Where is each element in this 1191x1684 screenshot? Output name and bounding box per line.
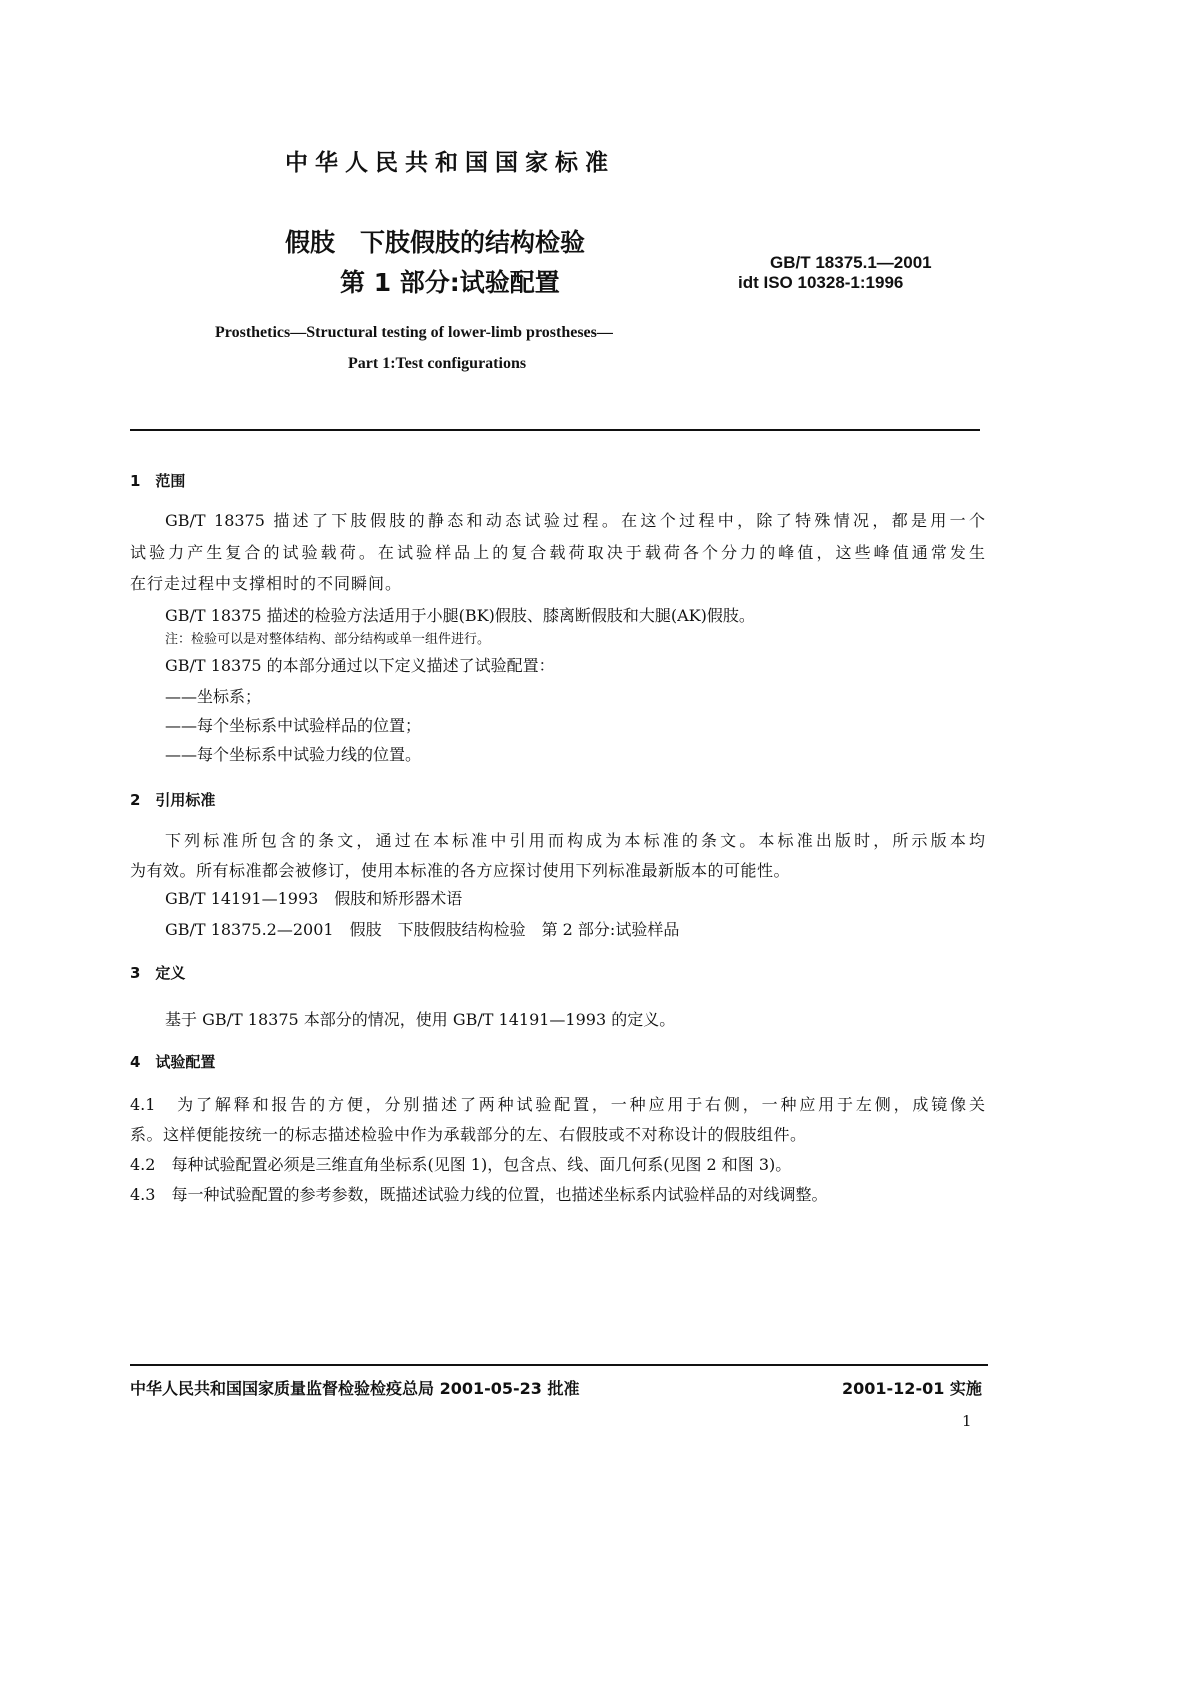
section-1-line: GB/T 18375 描述了下肢假肢的静态和动态试验过程。在这个过程中，除了特殊情况，都是用一个 [165, 511, 985, 530]
section-2-line: 下列标准所包含的条文，通过在本标准中引用而构成为本标准的条文。本标准出版时，所示版本均 [165, 831, 985, 850]
section-4-line: 系。这样便能按统一的标志描述检验中作为承载部分的左、右假肢或不对称设计的假肢组件。 [130, 1125, 807, 1144]
section-2-heading: 2 引用标准 [130, 791, 216, 809]
section-3-line: 基于 GB/T 18375 本部分的情况，使用 GB/T 14191—1993 的定义。 [165, 1010, 676, 1029]
english-title-line-1: Prosthetics—Structural testing of lower-limb prostheses— [215, 324, 613, 341]
reference-item: GB/T 18375.2—2001 假肢 下肢假肢结构检验 第 2 部分:试验样品 [165, 920, 680, 939]
section-1-line: 试验力产生复合的试验载荷。在试验样品上的复合载荷取决于载荷各个分力的峰值，这些峰值通常发生 [130, 543, 985, 562]
section-3-heading: 3 定义 [130, 964, 186, 982]
section-4-line: 4.3 每一种试验配置的参考参数，既描述试验力线的位置，也描述坐标系内试验样品的对线调整。 [130, 1185, 828, 1204]
section-4-heading: 4 试验配置 [130, 1053, 216, 1071]
section-1-line: GB/T 18375 的本部分通过以下定义描述了试验配置： [165, 656, 555, 675]
section-1-list-item: ——每个坐标系中试验力线的位置。 [165, 745, 422, 764]
section-4-line: 4.2 每种试验配置必须是三维直角坐标系(见图 1)，包含点、线、面几何系(见图 2 和图 3)。 [130, 1155, 792, 1174]
approval-info: 中华人民共和国国家质量监督检验检疫总局 2001-05-23 批准 [130, 1379, 580, 1398]
footer-divider [130, 1364, 988, 1366]
reference-item: GB/T 14191—1993 假肢和矫形器术语 [165, 889, 463, 908]
title-line-1: 假肢 下肢假肢的结构检验 [285, 228, 586, 257]
section-1-line: GB/T 18375 描述的检验方法适用于小腿(BK)假肢、膝离断假肢和大腿(AK)假肢。 [165, 606, 755, 625]
section-1-note: 注：检验可以是对整体结构、部分结构或单一组件进行。 [165, 632, 491, 647]
standard-number: GB/T 18375.1—2001 [770, 253, 932, 272]
english-title-line-2: Part 1:Test configurations [348, 355, 527, 372]
section-1-line: 在行走过程中支撑相时的不同瞬间。 [130, 574, 403, 593]
page-number: 1 [962, 1412, 972, 1430]
header-divider [130, 429, 980, 431]
section-4-line: 4.1 为了解释和报告的方便，分别描述了两种试验配置，一种应用于右侧，一种应用于左侧，成镜像关 [130, 1095, 985, 1114]
section-2-line: 为有效。所有标准都会被修订，使用本标准的各方应探讨使用下列标准最新版本的可能性。 [130, 861, 791, 880]
national-standard-label: 中华人民共和国国家标准 [285, 150, 615, 176]
section-1-heading: 1 范围 [130, 472, 186, 490]
title-line-2: 第 1 部分:试验配置 [340, 268, 560, 297]
implementation-date: 2001-12-01 实施 [842, 1379, 982, 1398]
section-1-list-item: ——每个坐标系中试验样品的位置； [165, 716, 422, 735]
section-1-list-item: ——坐标系； [165, 687, 262, 706]
idt-reference: idt ISO 10328-1:1996 [738, 273, 904, 292]
